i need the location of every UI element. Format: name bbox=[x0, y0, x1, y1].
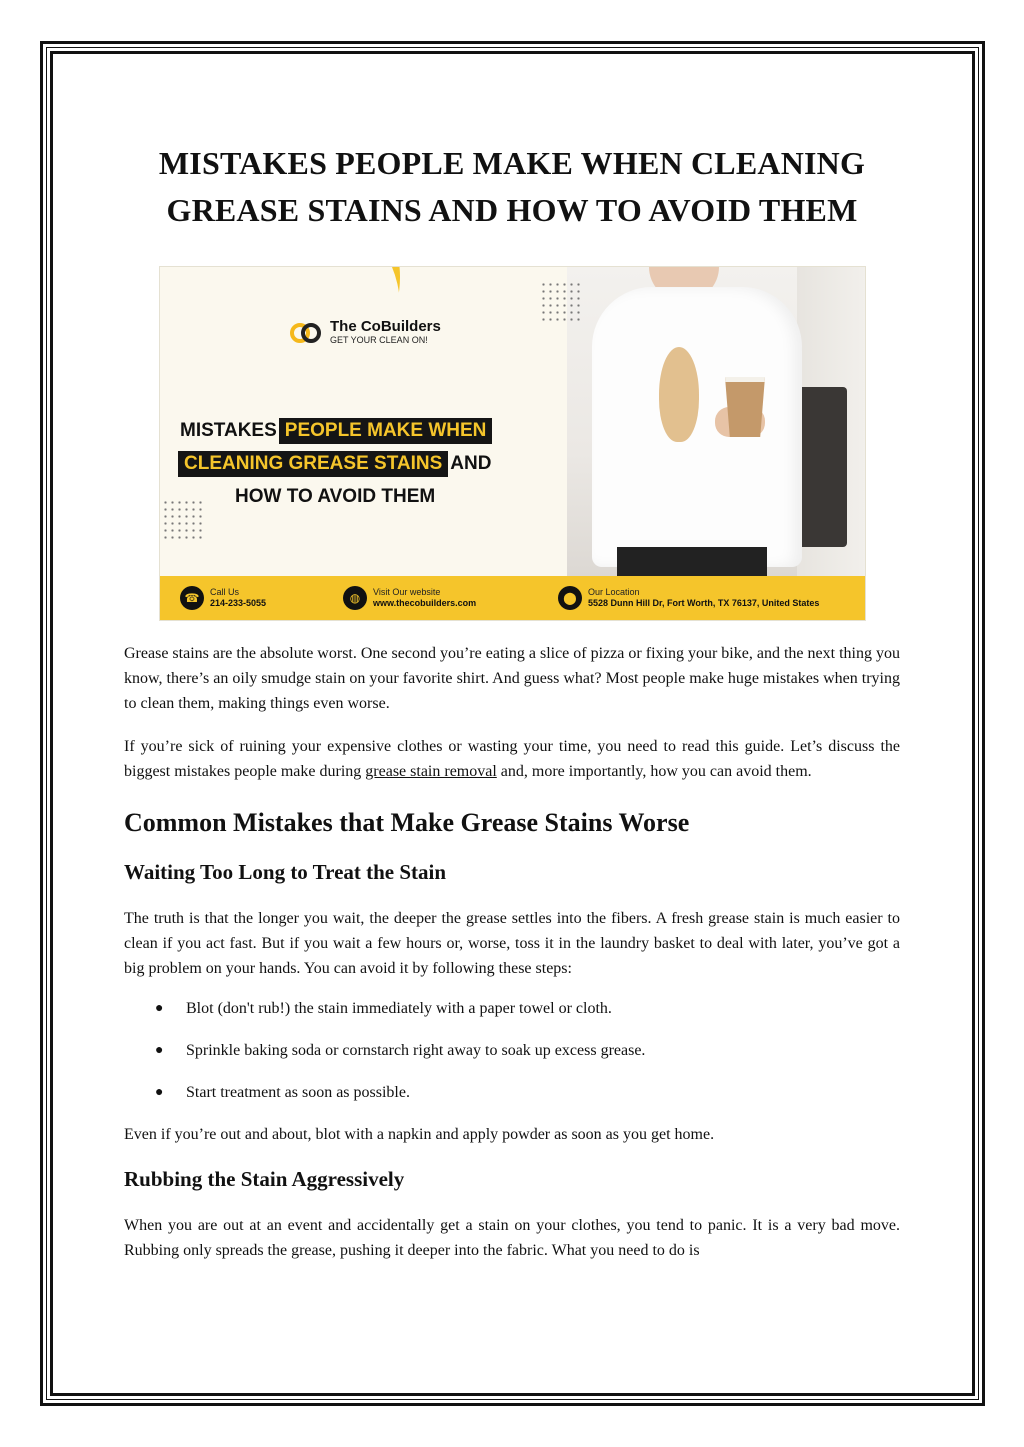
intro-paragraph-2: If you’re sick of ruining your expensive clothes or wasting your time, you need to read this guide. Let’s discuss the biggest mistakes people make during grease stain removal and, more importantly, how you can avoid them. bbox=[124, 738, 900, 780]
globe-icon: ◍ bbox=[343, 586, 367, 610]
headline-highlight: CLEANING GREASE STAINS bbox=[178, 451, 448, 477]
body-paragraph: When you are out at an event and accidentally get a stain on your clothes, you tend to panic. It is a very bad move. Rubbing only spreads the grease, pushing it deeper into the fabric. What you need to do is bbox=[124, 1217, 900, 1259]
contact-location: ⬤ Our Location 5528 Dunn Hill Dr, Fort Worth, TX 76137, United States bbox=[558, 586, 819, 610]
contact-phone: ☎ Call Us 214-233-5055 bbox=[180, 586, 266, 610]
dot-grid-decor bbox=[540, 281, 582, 323]
contact-website: ◍ Visit Our website www.thecobuilders.com bbox=[343, 586, 476, 610]
list-item: ● Blot (don't rub!) the stain immediately with a paper towel or cloth. bbox=[124, 996, 900, 1021]
body-paragraph: The truth is that the longer you wait, the deeper the grease settles into the fibers. A fresh grease stain is much easier to clean if you act fast. But if you wait a few hours or, worse, toss it in the laundry basket to deal with later, you’ve got a big problem on your hands. You can avoid it by following these steps: bbox=[124, 910, 900, 977]
brand-logo-block bbox=[290, 319, 441, 346]
page-content bbox=[124, 140, 900, 1263]
location-pin-icon: ⬤ bbox=[558, 586, 582, 610]
coffee-cup-image bbox=[725, 377, 765, 437]
headline-part: HOW TO AVOID THEM bbox=[235, 485, 436, 507]
subsection-heading: Rubbing the Stain Aggressively bbox=[124, 1167, 405, 1191]
stained-shirt-image bbox=[592, 287, 802, 567]
grease-stain-removal-link[interactable]: grease stain removal bbox=[365, 763, 497, 780]
section-heading: Common Mistakes that Make Grease Stains Worse bbox=[124, 808, 690, 837]
document-title: MISTAKES PEOPLE MAKE WHEN CLEANING GREASE STAINS AND HOW TO AVOID THEM bbox=[158, 145, 866, 228]
intro-paragraph: Grease stains are the absolute worst. One second you’re eating a slice of pizza or fixing your bike, and the next thing you know, there’s an oily smudge stain on your favorite shirt. And guess what? Most people make huge mistakes when trying to clean them, making things even worse. bbox=[124, 645, 900, 712]
headline-highlight: PEOPLE MAKE WHEN bbox=[279, 418, 493, 444]
grease-stain-image bbox=[659, 347, 699, 442]
contact-info-bar bbox=[160, 576, 866, 620]
bullet-icon: ● bbox=[155, 1085, 164, 1100]
list-item: ● Sprinkle baking soda or cornstarch right away to soak up excess grease. bbox=[124, 1038, 900, 1063]
headline-part: AND bbox=[450, 452, 492, 474]
banner-photo bbox=[567, 267, 866, 578]
brand-name: The CoBuilders bbox=[330, 318, 441, 335]
bullet-icon: ● bbox=[155, 1043, 164, 1058]
subsection-heading: Waiting Too Long to Treat the Stain bbox=[124, 860, 447, 884]
steps-list bbox=[124, 996, 900, 1105]
body-paragraph: Even if you’re out and about, blot with a napkin and apply powder as soon as you get home. bbox=[124, 1126, 715, 1143]
phone-icon: ☎ bbox=[180, 586, 204, 610]
brand-tagline: GET YOUR CLEAN ON! bbox=[330, 335, 428, 345]
headline-part: MISTAKES bbox=[180, 419, 277, 441]
banner-headline bbox=[178, 415, 493, 514]
bullet-icon: ● bbox=[155, 1001, 164, 1016]
hero-banner bbox=[159, 266, 866, 621]
list-item: ● Start treatment as soon as possible. bbox=[124, 1080, 900, 1105]
cobuilders-logo-icon bbox=[290, 321, 322, 345]
